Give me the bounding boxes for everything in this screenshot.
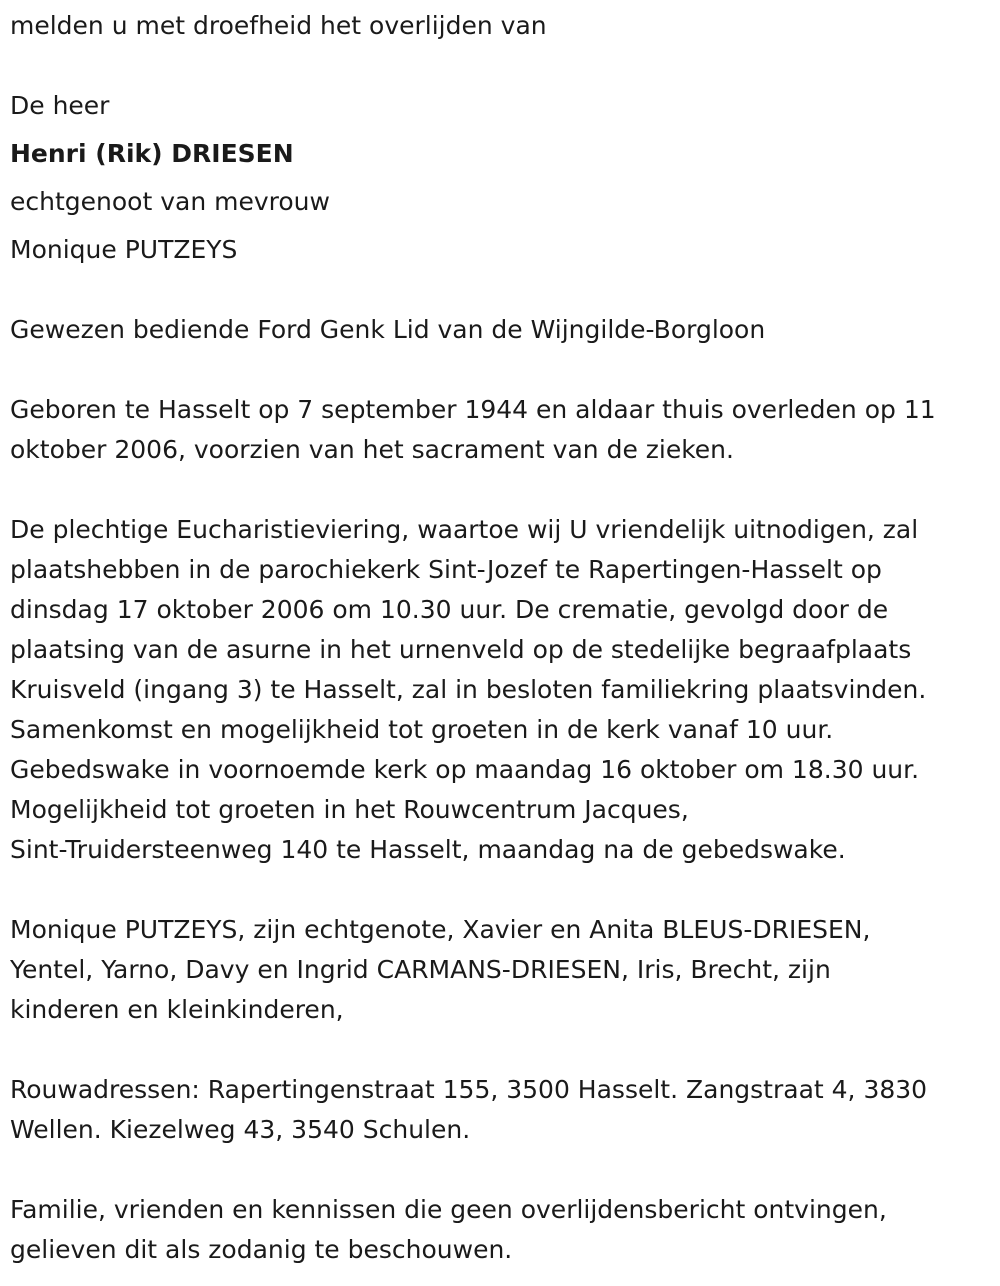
paragraph-line: Wellen. Kiezelweg 43, 3540 Schulen. xyxy=(10,1115,471,1144)
paragraph-line: Samenkomst en mogelijkheid tot groeten in de kerk vanaf 10 uur. xyxy=(10,715,834,744)
spacer xyxy=(10,46,990,86)
paragraph-line: Kruisveld (ingang 3) te Hasselt, zal in besloten familiekring plaatsvinden. xyxy=(10,675,927,704)
paragraph-line: Geboren te Hasselt op 7 september 1944 en aldaar thuis overleden op 11 xyxy=(10,395,936,424)
paragraph-line: Rouwadressen: Rapertingenstraat 155, 3500 Hasselt. Zangstraat 4, 3830 xyxy=(10,1075,928,1104)
paragraph-line: kinderen en kleinkinderen, xyxy=(10,995,344,1024)
paragraph-line: gelieven dit als zodanig te beschouwen. xyxy=(10,1235,513,1264)
birth-death-paragraph xyxy=(10,390,990,470)
intro-line: melden u met droefheid het overlijden van xyxy=(10,11,547,40)
spacer xyxy=(10,1150,990,1190)
paragraph-line: Gebedswake in voornoemde kerk op maandag 16 oktober om 18.30 uur. xyxy=(10,755,920,784)
paragraph-line: Sint-Truidersteenweg 140 te Hasselt, maandag na de gebedswake. xyxy=(10,835,846,864)
paragraph-line: dinsdag 17 oktober 2006 om 10.30 uur. De crematie, gevolgd door de xyxy=(10,595,889,624)
deceased-name: Henri (Rik) DRIESEN xyxy=(10,139,294,168)
paragraph-line: Familie, vrienden en kennissen die geen overlijdensbericht ontvingen, xyxy=(10,1195,887,1224)
spacer xyxy=(10,470,990,510)
paragraph-line: Mogelijkheid tot groeten in het Rouwcentrum Jacques, xyxy=(10,795,689,824)
paragraph-line: plaatshebben in de parochiekerk Sint-Jozef te Rapertingen-Hasselt op xyxy=(10,555,882,584)
paragraph-line: Monique PUTZEYS, zijn echtgenote, Xavier en Anita BLEUS-DRIESEN, xyxy=(10,915,871,944)
spacer xyxy=(10,350,990,390)
spouse-label: echtgenoot van mevrouw xyxy=(10,187,330,216)
paragraph-line: oktober 2006, voorzien van het sacrament van de zieken. xyxy=(10,435,734,464)
closing-paragraph xyxy=(10,1190,990,1270)
spouse-name: Monique PUTZEYS xyxy=(10,235,238,264)
occupation-line: Gewezen bediende Ford Genk Lid van de Wijngilde-Borgloon xyxy=(10,315,766,344)
spacer xyxy=(10,1030,990,1070)
obituary-document xyxy=(10,6,990,1270)
salutation: De heer xyxy=(10,91,110,120)
addresses-paragraph xyxy=(10,1070,990,1150)
family-paragraph xyxy=(10,910,990,1030)
ceremony-paragraph xyxy=(10,510,990,870)
paragraph-line: Yentel, Yarno, Davy en Ingrid CARMANS-DRIESEN, Iris, Brecht, zijn xyxy=(10,955,831,984)
spacer xyxy=(10,870,990,910)
paragraph-line: plaatsing van de asurne in het urnenveld op de stedelijke begraafplaats xyxy=(10,635,912,664)
spacer xyxy=(10,270,990,310)
paragraph-line: De plechtige Eucharistieviering, waartoe wij U vriendelijk uitnodigen, zal xyxy=(10,515,919,544)
